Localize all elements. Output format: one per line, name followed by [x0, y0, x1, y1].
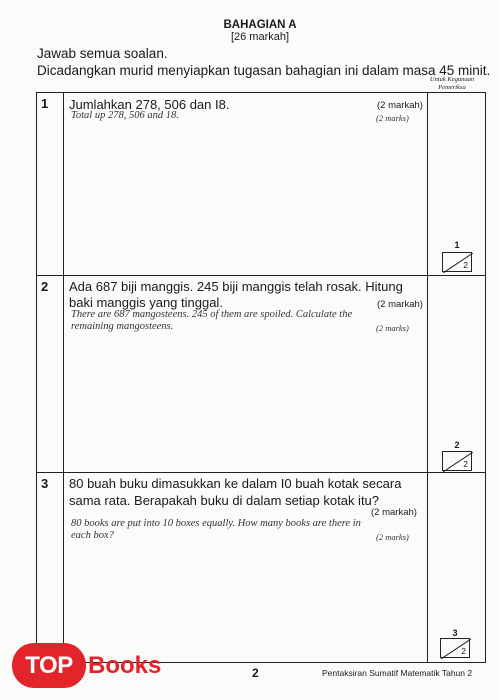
book-title: Pentaksiran Sumatif Matematik Tahun 2	[322, 668, 473, 678]
question-3-score-box[interactable]	[440, 638, 470, 658]
question-3-text-malay-line-2: sama rata. Berapakah buku di dalam setiap kotak itu?	[69, 493, 380, 508]
question-1-max-score: 2	[463, 260, 468, 270]
logo-badge: TOP	[12, 643, 86, 688]
score-diagonal-icon	[443, 253, 473, 273]
question-3-text-malay-line-1: 80 buah buku dimasukkan ke dalam I0 buah kotak secara	[69, 476, 402, 491]
question-2-max-score: 2	[463, 459, 468, 469]
examiner-label-line-2: Pemeriksa	[438, 84, 466, 91]
question-3-score-number: 3	[452, 628, 458, 638]
question-2-text-english-line-1: There are 687 mangosteens. 245 of them are spoiled. Calculate the	[71, 309, 353, 320]
score-diagonal-icon	[443, 452, 473, 472]
question-1-marks-english: (2 marks)	[376, 113, 409, 123]
question-2-text-malay-line-1: Ada 687 biji manggis. 245 biji manggis telah rosak. Hitung	[69, 279, 403, 294]
examiner-use-label	[420, 76, 484, 92]
question-3-text-english-line-1: 80 books are put into 10 boxes equally. How many books are there in	[71, 518, 361, 529]
question-3-text-english-line-2: each box?	[71, 530, 114, 541]
question-1-marks-malay: (2 markah)	[377, 100, 423, 111]
question-2-score-number: 2	[454, 440, 460, 450]
question-3-max-score: 2	[461, 646, 466, 656]
question-1-score-box[interactable]	[442, 252, 472, 272]
question-1-number: 1	[41, 96, 49, 111]
number-column-divider	[63, 92, 64, 663]
question-2-score-box[interactable]	[442, 451, 472, 471]
question-1-score-number: 1	[454, 240, 460, 250]
question-3-marks-malay: (2 markah)	[371, 507, 417, 518]
row-divider-2	[36, 472, 486, 473]
page-number: 2	[252, 666, 259, 680]
question-2-marks-english: (2 marks)	[376, 323, 409, 333]
section-marks: [26 markah]	[230, 31, 290, 43]
topbooks-logo	[12, 643, 192, 688]
score-diagonal-icon	[441, 639, 471, 659]
examiner-column-divider	[427, 92, 428, 663]
examiner-label-line-1: Untuk Kegunaan	[429, 76, 475, 83]
logo-word: Books	[88, 652, 162, 679]
instruction-line-1: Jawab semua soalan.	[37, 46, 168, 61]
question-table	[36, 92, 486, 663]
question-3-marks-english: (2 marks)	[376, 532, 409, 542]
question-2-text-malay-line-2: baki manggis yang tinggal.	[69, 295, 223, 310]
question-1-text-malay: Jumlahkan 278, 506 dan I8.	[69, 97, 230, 112]
question-1-text-english: Total up 278, 506 and 18.	[71, 110, 179, 121]
question-2-marks-malay: (2 markah)	[377, 299, 423, 310]
question-2-text-english-line-2: remaining mangosteens.	[71, 321, 174, 332]
question-2-number: 2	[41, 279, 49, 294]
section-title: BAHAGIAN A	[223, 19, 297, 31]
question-3-number: 3	[41, 476, 49, 491]
instruction-line-2: Dicadangkan murid menyiapkan tugasan bahagian ini dalam masa 45 minit.	[37, 63, 491, 78]
row-divider-1	[36, 275, 486, 276]
